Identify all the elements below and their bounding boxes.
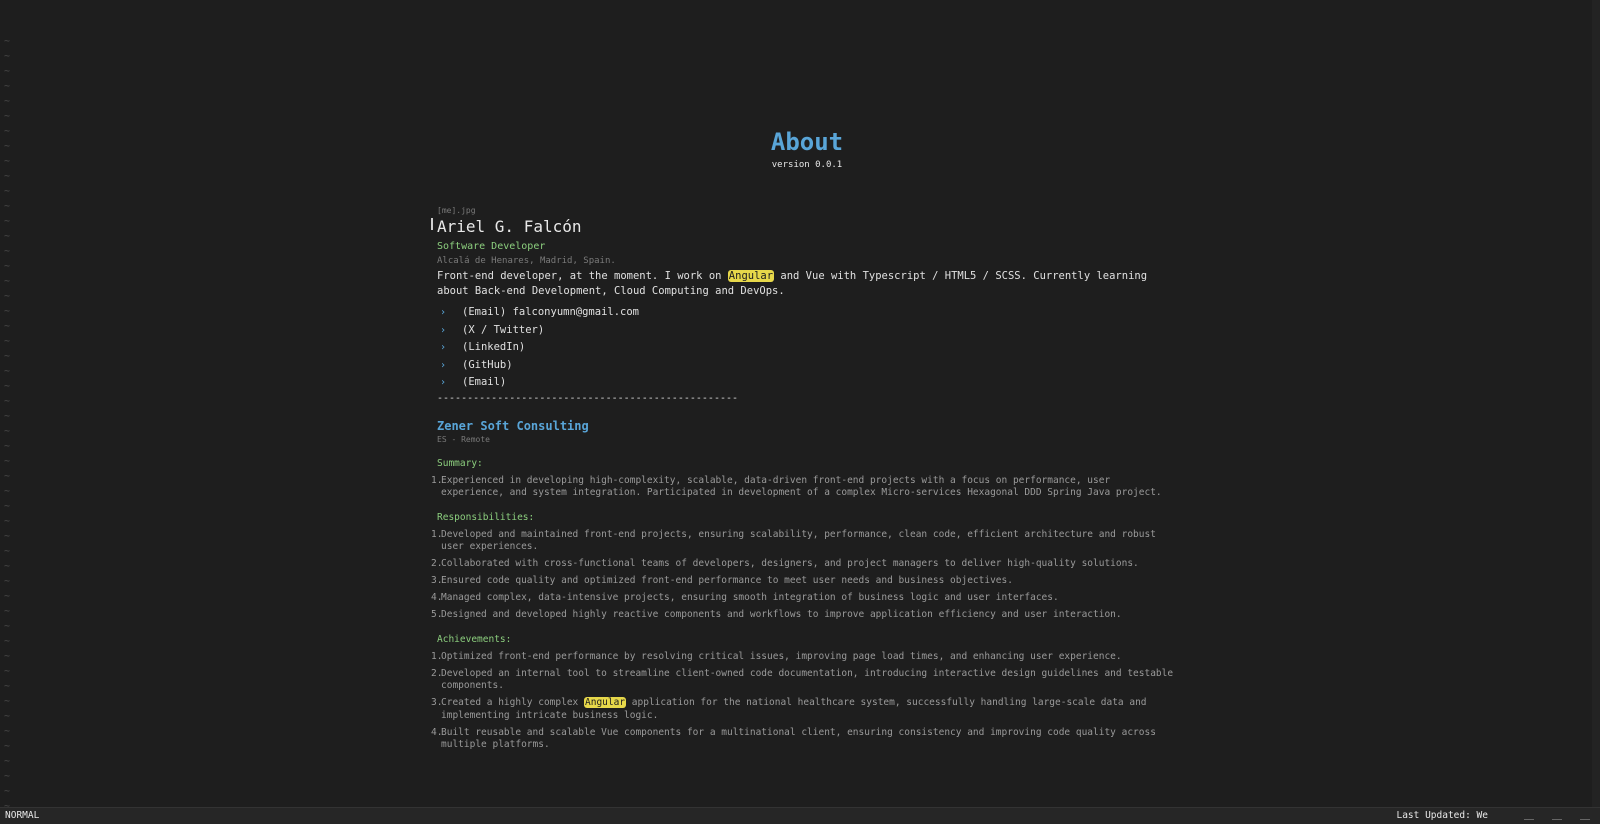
empty-line-tilde: ~ bbox=[4, 651, 11, 662]
link-email[interactable] bbox=[437, 374, 1177, 392]
empty-line-tilde: ~ bbox=[4, 261, 11, 272]
empty-line-tilde: ~ bbox=[4, 711, 11, 722]
empty-line-tilde: ~ bbox=[4, 666, 11, 677]
empty-line-tilde: ~ bbox=[4, 546, 11, 557]
link-label[interactable]: (Email) bbox=[462, 376, 507, 388]
scrollbar[interactable] bbox=[1592, 0, 1600, 808]
empty-line-tilde: ~ bbox=[4, 171, 11, 182]
empty-line-tilde: ~ bbox=[4, 66, 11, 77]
status-icons bbox=[1470, 814, 1590, 824]
empty-line-tilde: ~ bbox=[4, 621, 11, 632]
empty-line-tilde: ~ bbox=[4, 486, 11, 497]
empty-line-tilde: ~ bbox=[4, 561, 11, 572]
empty-line-tilde: ~ bbox=[4, 111, 11, 122]
empty-line-tilde: ~ bbox=[4, 576, 11, 587]
link-github[interactable] bbox=[437, 357, 1177, 375]
empty-line-tilde: ~ bbox=[4, 696, 11, 707]
profile-role: Software Developer bbox=[437, 241, 546, 252]
profile-location: Alcalá de Henares, Madrid, Spain. bbox=[437, 256, 616, 266]
empty-line-tilde: ~ bbox=[4, 201, 11, 212]
empty-line-tilde: ~ bbox=[4, 426, 11, 437]
version-label: version 0.0.1 bbox=[771, 160, 843, 170]
chevron-right-icon: › bbox=[440, 359, 447, 371]
empty-line-tilde: ~ bbox=[4, 156, 11, 167]
achievements-heading: Achievements: bbox=[437, 633, 512, 645]
window-icon bbox=[1552, 819, 1562, 824]
empty-line-tilde: ~ bbox=[4, 726, 11, 737]
empty-line-tilde: ~ bbox=[4, 756, 11, 767]
link-label[interactable]: (LinkedIn) bbox=[462, 341, 526, 353]
list-item: 1. Developed and maintained front-end projects, ensuring scalability, performance, clean code, efficient architecture and robust user experiences. bbox=[431, 528, 1156, 552]
achievements-list bbox=[431, 650, 1177, 752]
text-cursor bbox=[431, 218, 433, 230]
link-twitter[interactable] bbox=[437, 322, 1177, 340]
summary-heading: Summary: bbox=[437, 457, 483, 469]
empty-line-tilde: ~ bbox=[4, 276, 11, 287]
page-title: About bbox=[770, 128, 844, 156]
separator-line: -------------------------------------------------- bbox=[437, 392, 739, 404]
empty-line-tilde: ~ bbox=[4, 51, 11, 62]
bio-text-after: and Vue with Typescript / HTML5 / SCSS. Currently learning about Back-end Development, Cloud Computing and DevOps. bbox=[437, 270, 1148, 297]
empty-line-tilde: ~ bbox=[4, 531, 11, 542]
empty-line-tilde: ~ bbox=[4, 36, 11, 47]
empty-line-tilde: ~ bbox=[4, 471, 11, 482]
last-updated: Last Updated: We bbox=[1396, 810, 1488, 821]
editor-mode: NORMAL bbox=[5, 810, 40, 821]
contact-links bbox=[437, 304, 1177, 392]
empty-line-tilde: ~ bbox=[4, 246, 11, 257]
bio-text-before: Front-end developer, at the moment. I work on bbox=[437, 270, 728, 282]
link-label[interactable]: (Email) falconyumn@gmail.com bbox=[462, 306, 640, 318]
company-name: Zener Soft Consulting bbox=[437, 418, 589, 433]
list-item: 1. Experienced in developing high-complexity, scalable, data-driven front-end projects with a focus on performance, user experience, and system integration. Participated in development of a complex Micro-services Hexagonal DDD Spring Java project. bbox=[431, 474, 1162, 498]
responsibilities-heading: Responsibilities: bbox=[437, 511, 535, 523]
window-icon bbox=[1524, 819, 1534, 824]
profile-image-placeholder: [me].jpg bbox=[437, 206, 476, 215]
empty-line-tilde: ~ bbox=[4, 321, 11, 332]
profile-section bbox=[431, 206, 1177, 756]
empty-line-tilde: ~ bbox=[4, 636, 11, 647]
empty-line-tilde: ~ bbox=[4, 216, 11, 227]
chevron-right-icon: › bbox=[440, 342, 447, 353]
empty-line-tilde: ~ bbox=[4, 96, 11, 107]
window-icon bbox=[1580, 819, 1590, 824]
empty-line-tilde: ~ bbox=[4, 501, 11, 512]
list-item: 3. Ensured code quality and optimized front-end performance to meet user needs and business objectives. bbox=[431, 575, 1013, 586]
empty-line-tilde: ~ bbox=[4, 291, 11, 302]
empty-line-tilde: ~ bbox=[4, 306, 11, 317]
profile-name: Ariel G. Falcón bbox=[437, 217, 582, 236]
empty-line-tilde: ~ bbox=[4, 186, 11, 197]
empty-line-tilde: ~ bbox=[4, 381, 11, 392]
empty-line-tilde: ~ bbox=[4, 516, 11, 527]
company-location: ES - Remote bbox=[437, 434, 490, 444]
empty-line-tilde: ~ bbox=[4, 81, 11, 92]
summary-list bbox=[431, 474, 1177, 500]
empty-line-tilde: ~ bbox=[4, 786, 11, 797]
link-label[interactable]: (GitHub) bbox=[462, 358, 513, 371]
list-item: 3. Created a highly complex Angular application for the national healthcare system, successfully handling large-scale data and implementing intricate business logic. bbox=[431, 697, 1147, 721]
chevron-right-icon: › bbox=[440, 307, 447, 318]
empty-line-tilde: ~ bbox=[4, 456, 11, 467]
list-item: 4. Managed complex, data-intensive projects, ensuring smooth integration of business logic and user interfaces. bbox=[431, 592, 1059, 603]
empty-line-tilde: ~ bbox=[4, 681, 11, 692]
list-item: 4. Built reusable and scalable Vue components for a multinational client, ensuring consistency and improving code quality across multiple platforms. bbox=[431, 726, 1156, 750]
empty-line-tilde: ~ bbox=[4, 771, 11, 782]
responsibilities-list bbox=[431, 528, 1177, 622]
link-email-address[interactable] bbox=[437, 304, 1177, 322]
profile-bio bbox=[437, 269, 1157, 299]
line-gutter bbox=[4, 34, 14, 804]
list-item: 2. Developed an internal tool to streamline client-owned code documentation, introducing interactive design guidelines and testable components. bbox=[431, 667, 1174, 691]
link-label[interactable]: (X / Twitter) bbox=[462, 323, 545, 336]
empty-line-tilde: ~ bbox=[4, 126, 11, 137]
empty-line-tilde: ~ bbox=[4, 336, 11, 347]
bio-highlight: Angular bbox=[728, 270, 774, 282]
status-bar bbox=[0, 807, 1600, 824]
empty-line-tilde: ~ bbox=[4, 741, 11, 752]
empty-line-tilde: ~ bbox=[4, 441, 11, 452]
empty-line-tilde: ~ bbox=[4, 231, 11, 242]
empty-line-tilde: ~ bbox=[4, 396, 11, 407]
list-item: 5. Designed and developed highly reactive components and workflows to improve application efficiency and user interaction. bbox=[431, 609, 1122, 620]
empty-line-tilde: ~ bbox=[4, 606, 11, 617]
empty-line-tilde: ~ bbox=[4, 351, 11, 362]
angular-highlight: Angular bbox=[585, 697, 626, 708]
list-item: 2. Collaborated with cross-functional teams of developers, designers, and project managers to deliver high-quality solutions. bbox=[431, 558, 1139, 569]
chevron-right-icon: › bbox=[440, 377, 447, 388]
list-item: 1. Optimized front-end performance by resolving critical issues, improving page load times, and enhancing user experience. bbox=[431, 650, 1122, 662]
link-linkedin[interactable] bbox=[437, 339, 1177, 357]
empty-line-tilde: ~ bbox=[4, 366, 11, 377]
empty-line-tilde: ~ bbox=[4, 591, 11, 602]
empty-line-tilde: ~ bbox=[4, 411, 11, 422]
empty-line-tilde: ~ bbox=[4, 141, 11, 152]
chevron-right-icon: › bbox=[440, 324, 447, 336]
